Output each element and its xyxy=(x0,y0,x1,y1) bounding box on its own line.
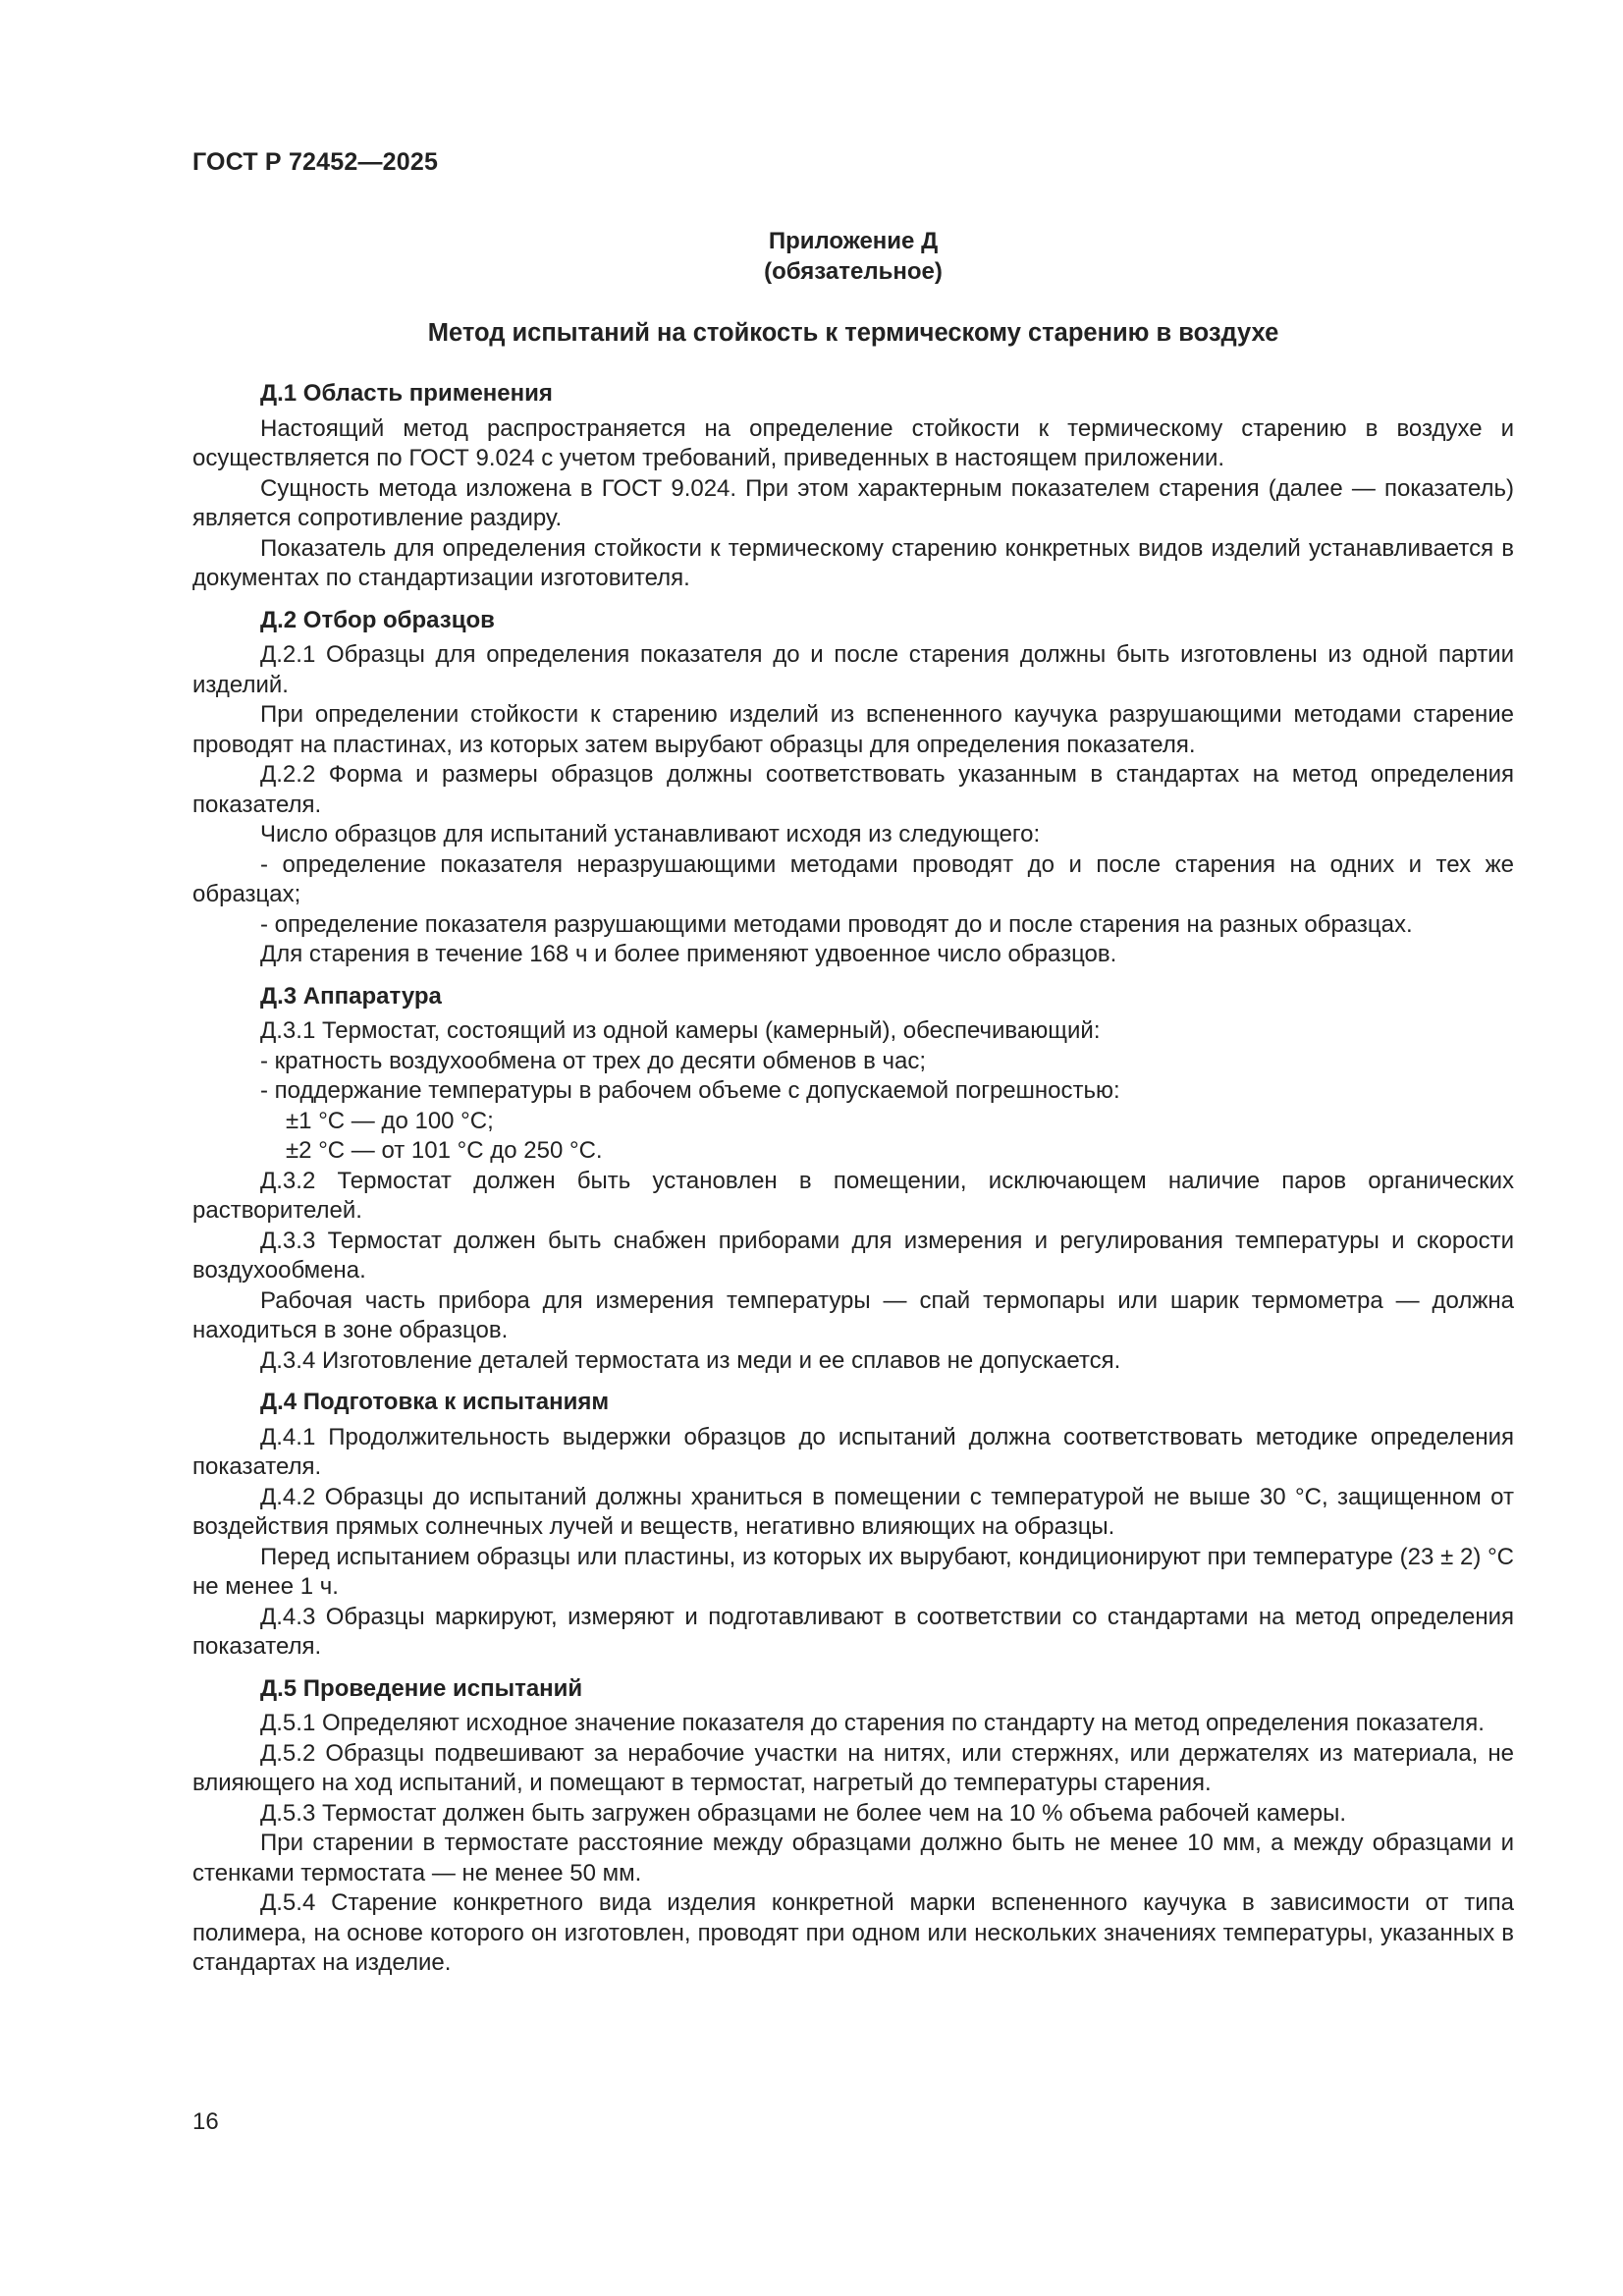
paragraph: Показатель для определения стойкости к термическому старению конкретных видов изделий устанавливается в документах по стандартизации изготовителя. xyxy=(192,534,1514,591)
appendix-title: Приложение Д xyxy=(768,228,939,254)
section-heading: Д.3 Аппаратура xyxy=(260,982,442,1010)
paragraph: Настоящий метод распространяется на определение стойкости к термическому старению в воздухе и осуществляется по ГОСТ 9.024 с учетом требований, приведенных в настоящем приложении. xyxy=(192,414,1514,471)
paragraph: Д.2.1 Образцы для определения показателя до и после старения должны быть изготовлены из одной партии изделий. xyxy=(192,641,1514,698)
list-item: - кратность воздухообмена от трех до десяти обменов в час; xyxy=(260,1047,926,1074)
paragraph: При определении стойкости к старению изделий из вспененного каучука разрушающими методами старение проводят на пластинах, из которых затем вырубают образцы для определения показателя. xyxy=(192,701,1514,758)
paragraph: Для старения в течение 168 ч и более применяют удвоенное число образцов. xyxy=(260,941,1117,967)
paragraph: Рабочая часть прибора для измерения температуры — спай термопары или шарик термометра — должна находиться в зоне образцов. xyxy=(192,1286,1514,1343)
section-heading: Д.1 Область применения xyxy=(260,380,553,407)
paragraph: Д.3.3 Термостат должен быть снабжен приборами для измерения и регулирования температуры и скорости воздухообмена. xyxy=(192,1227,1514,1284)
paragraph: Число образцов для испытаний устанавливают исходя из следующего: xyxy=(260,821,1041,847)
paragraph: Д.4.3 Образцы маркируют, измеряют и подготавливают в соответствии со стандартами на метод определения показателя. xyxy=(192,1603,1514,1660)
paragraph: Д.5.4 Старение конкретного вида изделия конкретной марки вспененного каучука в зависимости от типа полимера, на основе которого он изготовлен, проводят при одном или нескольких значениях температуры, указанных в стандартах на изделие. xyxy=(192,1889,1514,1976)
page-content xyxy=(192,226,1514,1979)
document-code: ГОСТ Р 72452—2025 xyxy=(192,148,439,176)
paragraph: Д.4.2 Образцы до испытаний должны храниться в помещении с температурой не выше 30 °С, защищенном от воздействия прямых солнечных лучей и веществ, негативно влияющих на образцы. xyxy=(192,1483,1514,1540)
paragraph: Д.2.2 Форма и размеры образцов должны соответствовать указанным в стандартах на метод определения показателя. xyxy=(192,761,1514,818)
section-sampling xyxy=(192,606,1514,970)
section-heading: Д.2 Отбор образцов xyxy=(260,606,495,633)
paragraph: При старении в термостате расстояние между образцами должно быть не менее 10 мм, а между образцами и стенками термостата — не менее 50 мм. xyxy=(192,1830,1514,1886)
list-item: - поддержание температуры в рабочем объеме с допускаемой погрешностью: xyxy=(260,1077,1120,1104)
section-heading: Д.4 Подготовка к испытаниям xyxy=(260,1389,610,1415)
paragraph: Д.3.1 Термостат, состоящий из одной камеры (камерный), обеспечивающий: xyxy=(260,1017,1101,1044)
paragraph: Перед испытанием образцы или пластины, из которых их вырубают, кондиционируют при температуре (23 ± 2) °С не менее 1 ч. xyxy=(192,1543,1514,1600)
section-testing xyxy=(192,1674,1514,1979)
list-item: - определение показателя разрушающими методами проводят до и после старения на разных образцах. xyxy=(260,910,1413,938)
section-apparatus xyxy=(192,982,1514,1377)
paragraph: Д.5.1 Определяют исходное значение показателя до старения по стандарту на метод определения показателя. xyxy=(260,1710,1485,1736)
method-title: Метод испытаний на стойкость к термическому старению в воздухе xyxy=(427,319,1279,347)
appendix-status: (обязательное) xyxy=(764,258,943,285)
paragraph: Д.5.3 Термостат должен быть загружен образцами не более чем на 10 % объема рабочей камеры. xyxy=(260,1799,1346,1827)
paragraph: Д.4.1 Продолжительность выдержки образцов до испытаний должна соответствовать методике определения показателя. xyxy=(192,1423,1514,1480)
paragraph: Д.5.2 Образцы подвешивают за нерабочие участки на нитях, или стержнях, или держателях из материала, не влияющего на ход испытаний, и помещают в термостат, нагретый до температуры старения. xyxy=(192,1739,1514,1796)
list-item: - определение показателя неразрушающими методами проводят до и после старения на одних и тех же образцах; xyxy=(192,850,1514,907)
section-heading: Д.5 Проведение испытаний xyxy=(260,1674,583,1702)
section-scope xyxy=(192,379,1514,594)
sub-item: ±2 °С — от 101 °С до 250 °С. xyxy=(286,1137,603,1164)
paragraph: Д.3.4 Изготовление деталей термостата из меди и ее сплавов не допускается. xyxy=(260,1346,1121,1374)
page-number: 16 xyxy=(192,2108,219,2135)
section-preparation xyxy=(192,1388,1514,1663)
paragraph: Сущность метода изложена в ГОСТ 9.024. При этом характерным показателем старения (далее — показатель) является сопротивление раздиру. xyxy=(192,474,1514,531)
sub-item: ±1 °С — до 100 °С; xyxy=(286,1107,494,1134)
paragraph: Д.3.2 Термостат должен быть установлен в помещении, исключающем наличие паров органических растворителей. xyxy=(192,1167,1514,1224)
